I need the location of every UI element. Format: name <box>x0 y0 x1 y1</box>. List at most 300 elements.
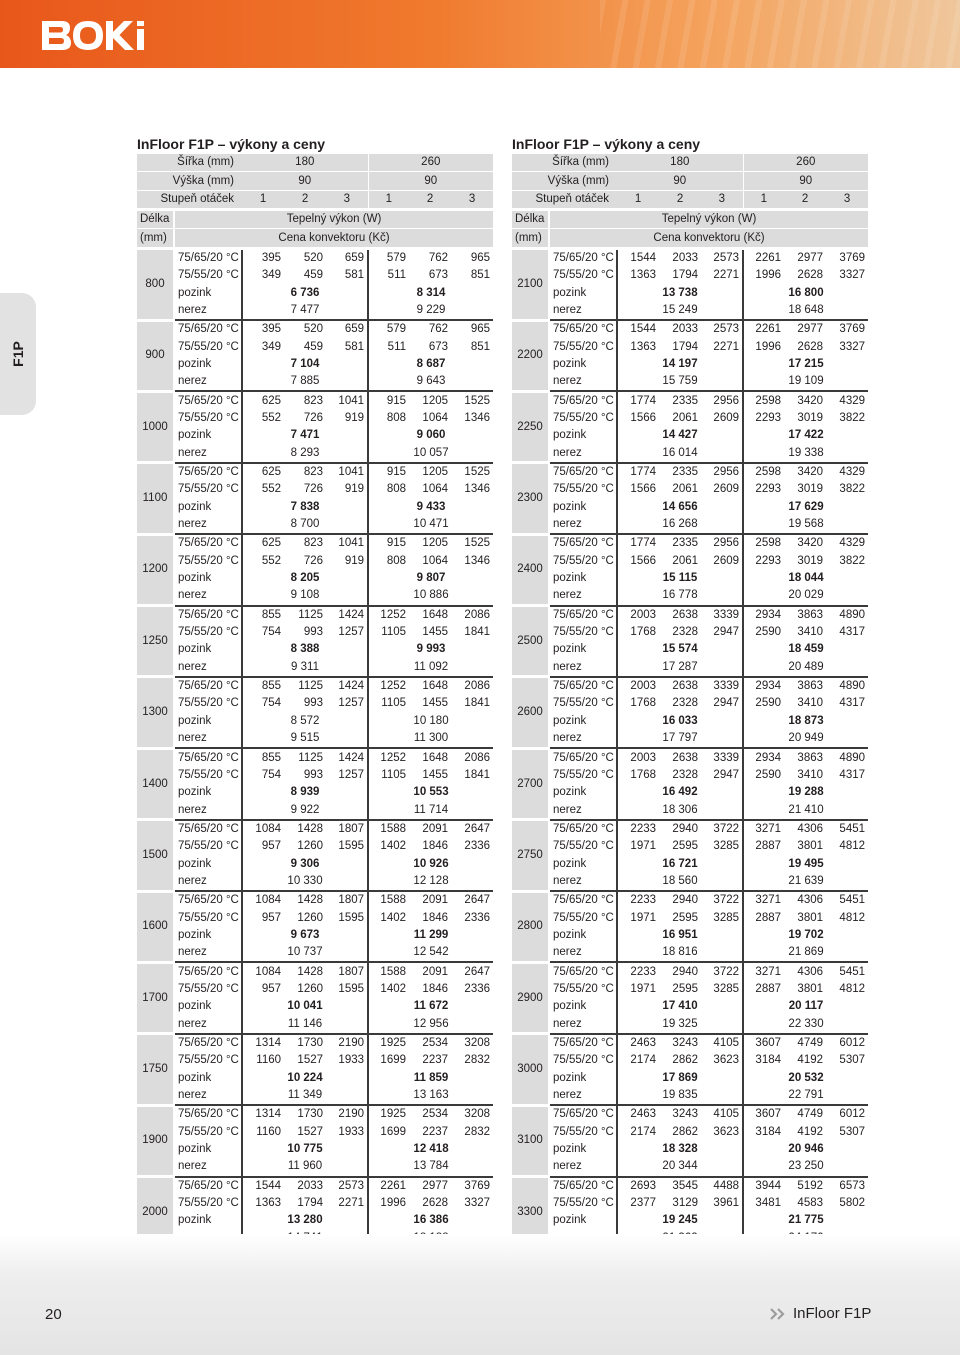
width-label: Šířka (mm) <box>137 154 242 172</box>
output-value: 2887 <box>743 981 784 998</box>
length-value: 2000 <box>137 1177 174 1248</box>
output-value: 2377 <box>630 1197 657 1210</box>
output-value: 2598 <box>743 391 784 409</box>
output-value: 3271 <box>743 962 784 980</box>
price-stainless-260: 20 489 <box>743 659 868 677</box>
table-row <box>512 1177 868 1195</box>
table-row <box>512 1070 868 1087</box>
table-row <box>137 391 493 409</box>
output-value: 1527 <box>297 1125 324 1138</box>
output-value: 3863 <box>784 606 826 624</box>
speed-value: 3 <box>451 190 493 209</box>
table-row <box>512 463 868 481</box>
table-row <box>137 891 493 909</box>
output-value: 3184 <box>743 1052 784 1069</box>
output-value: 1428 <box>284 962 326 980</box>
price-stainless-180: 8 700 <box>242 516 368 534</box>
row-label: pozink <box>549 641 617 658</box>
output-value: 2293 <box>743 481 784 498</box>
table-row <box>137 641 493 658</box>
price-galvanized-180: 16 721 <box>662 857 698 870</box>
table-row <box>137 320 493 338</box>
price-stainless-180: 10 737 <box>242 944 368 962</box>
output-value: 2061 <box>672 554 699 567</box>
output-value: 3243 <box>659 1105 701 1123</box>
output-value: 957 <box>261 982 282 995</box>
length-value: 1100 <box>137 463 174 534</box>
output-value: 3545 <box>659 1177 701 1195</box>
table-row <box>512 1195 868 1212</box>
row-label: pozink <box>174 499 242 516</box>
output-value: 579 <box>368 320 409 338</box>
output-value: 1544 <box>617 248 659 267</box>
row-label: nerez <box>174 516 242 534</box>
output-value: 581 <box>344 340 365 353</box>
width-row <box>512 154 868 172</box>
output-value: 1041 <box>326 534 368 552</box>
output-value: 2086 <box>451 606 493 624</box>
output-value: 2638 <box>659 606 701 624</box>
table-row <box>512 713 868 730</box>
output-value: 1774 <box>617 534 659 552</box>
output-value: 3327 <box>464 1197 491 1210</box>
row-label: pozink <box>549 927 617 944</box>
price-galvanized-260: 9 993 <box>368 641 493 658</box>
output-value: 1125 <box>284 677 326 695</box>
output-value: 1346 <box>464 483 491 496</box>
output-value: 2628 <box>422 1197 449 1210</box>
row-label: nerez <box>549 944 617 962</box>
output-value: 2328 <box>672 626 699 639</box>
table-row <box>137 1124 493 1141</box>
row-label: nerez <box>549 445 617 463</box>
table-row <box>137 499 493 516</box>
output-value: 1064 <box>422 411 449 424</box>
row-label: pozink <box>549 998 617 1015</box>
output-value: 808 <box>368 553 409 570</box>
price-stainless-260: 19 568 <box>743 516 868 534</box>
row-label: pozink <box>549 713 617 730</box>
length-value: 2800 <box>512 891 549 962</box>
performance-price-table <box>137 154 493 1249</box>
output-value: 1160 <box>256 1054 282 1067</box>
table-row <box>137 695 493 712</box>
output-value: 1363 <box>630 269 657 282</box>
price-galvanized-180: 7 471 <box>290 429 320 442</box>
price-galvanized-180: 18 328 <box>662 1143 698 1156</box>
output-value: 1041 <box>326 463 368 481</box>
output-value: 2609 <box>713 411 740 424</box>
row-label: 75/65/20 °C <box>549 677 617 695</box>
table-row <box>512 998 868 1015</box>
output-value: 2573 <box>326 1177 368 1195</box>
output-value: 3863 <box>784 748 826 766</box>
table-row <box>512 677 868 695</box>
output-value: 2940 <box>659 962 701 980</box>
output-value: 6012 <box>826 1034 868 1052</box>
output-value: 1566 <box>630 483 657 496</box>
price-stainless-180: 7 885 <box>242 373 368 391</box>
output-value: 1807 <box>326 962 368 980</box>
output-value: 625 <box>242 391 284 409</box>
output-value: 3339 <box>701 606 743 624</box>
output-value: 1588 <box>368 820 409 838</box>
output-value: 4105 <box>701 1034 743 1052</box>
length-value: 2900 <box>512 962 549 1033</box>
boki-logo <box>40 18 152 52</box>
row-label: pozink <box>549 427 617 444</box>
output-label: Tepelný výkon (W) <box>174 210 493 229</box>
price-stainless-260: 10 886 <box>368 587 493 605</box>
table-row <box>137 713 493 730</box>
price-galvanized-260: 21 775 <box>743 1212 868 1229</box>
output-value: 4812 <box>839 982 866 995</box>
output-value: 1996 <box>743 338 784 355</box>
table-row <box>512 445 868 463</box>
row-label: 75/55/20 °C <box>174 1195 242 1212</box>
price-galvanized-180: 10 224 <box>287 1071 323 1084</box>
row-label: nerez <box>549 373 617 391</box>
output-value: 625 <box>242 463 284 481</box>
price-galvanized-260: 10 926 <box>368 855 493 872</box>
output-value: 1205 <box>409 463 451 481</box>
output-value: 2832 <box>464 1125 491 1138</box>
row-label: 75/55/20 °C <box>174 695 242 712</box>
price-stainless-180: 9 515 <box>242 730 368 748</box>
output-value: 5307 <box>839 1054 866 1067</box>
output-value: 2336 <box>464 840 491 853</box>
output-value: 1730 <box>284 1105 326 1123</box>
output-value: 4749 <box>784 1105 826 1123</box>
speed-value: 1 <box>617 190 659 209</box>
row-label: pozink <box>174 927 242 944</box>
output-value: 1455 <box>422 697 449 710</box>
price-stainless-260: 9 643 <box>368 373 493 391</box>
output-value: 3623 <box>713 1125 740 1138</box>
output-value: 1105 <box>368 767 409 784</box>
table-row <box>512 838 868 855</box>
output-value: 855 <box>242 677 284 695</box>
length-value: 1900 <box>137 1105 174 1176</box>
output-value: 2003 <box>617 748 659 766</box>
table-row <box>512 1052 868 1069</box>
output-value: 4488 <box>701 1177 743 1195</box>
output-value: 1527 <box>297 1054 324 1067</box>
height-label: Výška (mm) <box>137 172 242 190</box>
speed-label: Stupeň otáček <box>137 190 242 209</box>
output-value: 1084 <box>242 962 284 980</box>
output-value: 2638 <box>659 677 701 695</box>
output-value: 2061 <box>672 483 699 496</box>
output-value: 511 <box>368 338 409 355</box>
price-galvanized-180: 16 951 <box>662 928 698 941</box>
output-value: 2335 <box>659 463 701 481</box>
output-value: 993 <box>303 697 324 710</box>
row-label: nerez <box>549 516 617 534</box>
row-label: 75/65/20 °C <box>174 606 242 624</box>
table-row <box>512 891 868 909</box>
row-label: 75/55/20 °C <box>174 553 242 570</box>
output-value: 349 <box>261 269 282 282</box>
output-value: 2091 <box>409 820 451 838</box>
row-label: pozink <box>174 641 242 658</box>
output-value: 1125 <box>284 748 326 766</box>
output-value: 3420 <box>784 534 826 552</box>
row-label: 75/65/20 °C <box>549 820 617 838</box>
table-row <box>137 767 493 784</box>
output-value: 2609 <box>713 554 740 567</box>
output-value: 1064 <box>422 554 449 567</box>
table-row <box>512 320 868 338</box>
output-value: 5307 <box>839 1125 866 1138</box>
output-value: 1971 <box>630 911 657 924</box>
output-value: 3208 <box>451 1105 493 1123</box>
price-stainless-260: 20 949 <box>743 730 868 748</box>
table-row <box>137 1141 493 1158</box>
row-label: pozink <box>549 284 617 301</box>
table-row <box>512 427 868 444</box>
output-value: 808 <box>368 410 409 427</box>
price-stainless-180: 20 344 <box>617 1158 743 1176</box>
table-row <box>137 801 493 819</box>
output-value: 2033 <box>284 1177 326 1195</box>
output-value: 2003 <box>617 606 659 624</box>
output-value: 1252 <box>368 748 409 766</box>
output-value: 1525 <box>451 391 493 409</box>
output-value: 1588 <box>368 891 409 909</box>
output-value: 1402 <box>368 981 409 998</box>
output-value: 2271 <box>338 1197 365 1210</box>
output-value: 1566 <box>630 554 657 567</box>
price-stainless-260: 18 648 <box>743 302 868 320</box>
output-value: 1774 <box>617 391 659 409</box>
price-galvanized-260: 17 629 <box>743 499 868 516</box>
output-value: 2638 <box>659 748 701 766</box>
output-value: 2233 <box>617 820 659 838</box>
output-value: 3271 <box>743 820 784 838</box>
price-header-row <box>137 229 493 248</box>
output-value: 726 <box>303 411 324 424</box>
length-value: 1750 <box>137 1034 174 1105</box>
row-label: pozink <box>174 855 242 872</box>
row-label: nerez <box>174 873 242 891</box>
output-value: 5451 <box>826 891 868 909</box>
output-value: 2598 <box>743 534 784 552</box>
section-side-tab <box>0 293 36 415</box>
row-label: nerez <box>174 659 242 677</box>
output-value: 1402 <box>368 909 409 926</box>
output-value: 2947 <box>713 768 740 781</box>
output-value: 754 <box>261 697 282 710</box>
output-value: 823 <box>284 391 326 409</box>
price-galvanized-260: 19 702 <box>743 927 868 944</box>
output-value: 1424 <box>326 748 368 766</box>
output-value: 1648 <box>409 606 451 624</box>
price-galvanized-180: 17 410 <box>662 1000 698 1013</box>
output-value: 754 <box>261 768 282 781</box>
output-value: 3285 <box>713 911 740 924</box>
table-row <box>137 677 493 695</box>
length-value: 2200 <box>512 320 549 391</box>
output-value: 4306 <box>784 891 826 909</box>
price-stainless-180: 16 014 <box>617 445 743 463</box>
length-value: 800 <box>137 248 174 320</box>
price-galvanized-180: 8 205 <box>290 572 320 585</box>
table-row <box>512 855 868 872</box>
price-table-left <box>137 134 493 1249</box>
output-value: 855 <box>242 748 284 766</box>
table-row <box>137 838 493 855</box>
output-value: 1730 <box>284 1034 326 1052</box>
output-value: 581 <box>344 269 365 282</box>
table-row <box>512 1087 868 1105</box>
output-value: 1160 <box>256 1125 282 1138</box>
row-label: 75/55/20 °C <box>549 909 617 926</box>
row-label: 75/55/20 °C <box>549 981 617 998</box>
row-label: 75/65/20 °C <box>549 962 617 980</box>
speed-value: 2 <box>409 190 451 209</box>
output-value: 2628 <box>797 269 824 282</box>
table-row <box>137 730 493 748</box>
row-label: 75/55/20 °C <box>174 909 242 926</box>
table-title: InFloor F1P – výkony a ceny <box>137 136 326 152</box>
output-value: 2271 <box>713 269 740 282</box>
row-label: 75/55/20 °C <box>549 695 617 712</box>
table-row <box>137 534 493 552</box>
output-value: 3769 <box>826 320 868 338</box>
table-row <box>137 302 493 320</box>
output-value: 4317 <box>839 768 866 781</box>
price-galvanized-180: 8 388 <box>290 643 320 656</box>
price-stainless-260: 9 229 <box>368 302 493 320</box>
table-row <box>512 516 868 534</box>
price-galvanized-260: 11 299 <box>368 927 493 944</box>
output-value: 2534 <box>409 1105 451 1123</box>
output-value: 349 <box>261 340 282 353</box>
length-value: 3000 <box>512 1034 549 1105</box>
output-value: 4812 <box>839 911 866 924</box>
row-label: nerez <box>549 873 617 891</box>
height-row <box>512 172 868 190</box>
output-value: 1105 <box>368 695 409 712</box>
height-b: 90 <box>368 172 493 190</box>
table-row <box>137 748 493 766</box>
price-galvanized-260: 20 946 <box>743 1141 868 1158</box>
output-value: 2190 <box>326 1105 368 1123</box>
height-b: 90 <box>743 172 868 190</box>
output-value: 1768 <box>630 626 657 639</box>
price-galvanized-260: 11 672 <box>368 998 493 1015</box>
row-label: 75/55/20 °C <box>549 410 617 427</box>
price-stainless-180: 11 960 <box>242 1158 368 1176</box>
output-value: 659 <box>326 248 368 267</box>
table-row <box>512 373 868 391</box>
output-value: 2091 <box>409 962 451 980</box>
output-value: 965 <box>451 320 493 338</box>
output-value: 2628 <box>797 340 824 353</box>
output-value: 6573 <box>826 1177 868 1195</box>
length-value: 1600 <box>137 891 174 962</box>
table-row <box>512 927 868 944</box>
length-value: 1250 <box>137 606 174 677</box>
table-row <box>512 624 868 641</box>
output-value: 395 <box>242 320 284 338</box>
table-row <box>512 481 868 498</box>
length-value: 2500 <box>512 606 549 677</box>
length-value: 1200 <box>137 534 174 605</box>
side-tab-label: F1P <box>10 341 26 367</box>
output-value: 5192 <box>784 1177 826 1195</box>
output-value: 6012 <box>826 1105 868 1123</box>
table-row <box>512 267 868 284</box>
table-row <box>137 248 493 267</box>
table-row <box>512 784 868 801</box>
output-value: 1774 <box>617 463 659 481</box>
speed-row <box>512 190 868 209</box>
row-label: nerez <box>174 587 242 605</box>
header-texture <box>600 0 960 68</box>
output-value: 919 <box>344 483 365 496</box>
output-value: 2956 <box>701 463 743 481</box>
table-row <box>512 534 868 552</box>
table-row <box>137 855 493 872</box>
output-value: 2033 <box>659 320 701 338</box>
output-value: 3769 <box>826 248 868 267</box>
row-label: 75/55/20 °C <box>549 1052 617 1069</box>
output-value: 5802 <box>839 1197 866 1210</box>
output-value: 965 <box>451 248 493 267</box>
speed-value: 2 <box>784 190 826 209</box>
width-label: Šířka (mm) <box>512 154 617 172</box>
price-galvanized-180: 16 492 <box>662 786 698 799</box>
speed-value: 3 <box>826 190 868 209</box>
output-value: 855 <box>242 606 284 624</box>
output-value: 4105 <box>701 1105 743 1123</box>
table-row <box>512 606 868 624</box>
table-row <box>137 1105 493 1123</box>
output-value: 808 <box>368 481 409 498</box>
price-stainless-260: 10 057 <box>368 445 493 463</box>
price-galvanized-260: 10 180 <box>368 713 493 730</box>
output-value: 2174 <box>630 1125 657 1138</box>
output-value: 2003 <box>617 677 659 695</box>
price-stainless-180: 17 797 <box>617 730 743 748</box>
length-value: 1300 <box>137 677 174 748</box>
footer-product-name <box>770 1305 871 1322</box>
output-value: 1933 <box>338 1054 365 1067</box>
price-stainless-260: 11 300 <box>368 730 493 748</box>
output-value: 2862 <box>672 1125 699 1138</box>
output-value: 762 <box>409 320 451 338</box>
price-stainless-260: 21 869 <box>743 944 868 962</box>
table-row <box>137 516 493 534</box>
table-row <box>137 606 493 624</box>
output-value: 915 <box>368 391 409 409</box>
price-label: Cena konvektoru (Kč) <box>549 229 868 248</box>
output-value: 1346 <box>464 411 491 424</box>
price-stainless-260: 11 714 <box>368 801 493 819</box>
output-value: 3801 <box>797 840 824 853</box>
page-header-banner <box>0 0 960 68</box>
row-label: pozink <box>174 784 242 801</box>
speed-value: 3 <box>701 190 743 209</box>
output-value: 2174 <box>630 1054 657 1067</box>
speed-row <box>137 190 493 209</box>
page-number: 20 <box>45 1306 62 1323</box>
table-row <box>512 641 868 658</box>
output-value: 1346 <box>464 554 491 567</box>
output-value: 2237 <box>422 1125 449 1138</box>
